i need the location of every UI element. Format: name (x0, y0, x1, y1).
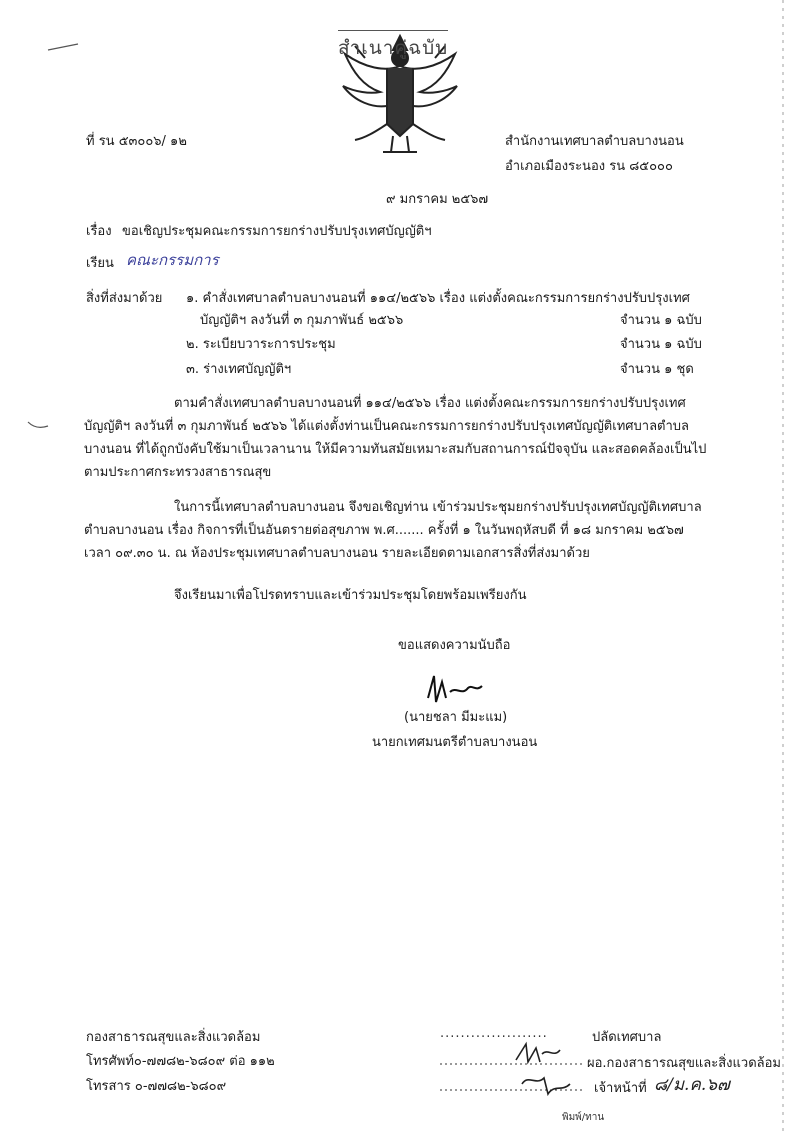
attachment-3: ๓. ร่างเทศบัญญัติฯ (186, 362, 292, 377)
to-recipient-handwritten: คณะกรรมการ (126, 251, 219, 269)
footer-fax: โทรสาร ๐-๗๗๘๒-๖๘๐๙ (86, 1079, 227, 1094)
routing-dots-1: ..................... (440, 1026, 548, 1041)
subject-label: เรื่อง (86, 224, 112, 239)
paragraph-1-line: บางนอน ที่ได้ถูกบังคับใช้มาเป็นเวลานาน ให้มีความทันสมัยเหมาะสมกับสถานการณ์ปัจจุบัน และสอดคล้องเป็นไป (84, 442, 707, 457)
document-number: ที่ รน ๕๓๐๐๖/ ๑๒ (86, 134, 187, 149)
routing-handwritten-date: ๘/ม.ค.๖๗ (654, 1075, 730, 1095)
routing-initials: พิมพ์/ทาน (562, 1112, 605, 1123)
routing-line-3: เจ้าหน้าที่ (594, 1081, 647, 1096)
closing-regards: ขอแสดงความนับถือ (398, 638, 511, 653)
body-paragraph-3: จึงเรียนมาเพื่อโปรดทราบและเข้าร่วมประชุมโดยพร้อมเพรียงกัน (174, 588, 527, 603)
routing-signatures (436, 1040, 586, 1108)
paragraph-2-line: เวลา ๐๙.๓๐ น. ณ ห้องประชุมเทศบาลตำบลบางนอน รายละเอียดตามเอกสารสิ่งที่ส่งมาด้วย (84, 546, 590, 561)
body-paragraph-1 (84, 392, 744, 484)
footer-department: กองสาธารณสุขและสิ่งแวดล้อม (86, 1030, 261, 1045)
office-address: อำเภอเมืองระนอง รน ๘๕๐๐๐ (505, 159, 673, 174)
signer-name: (นายชลา มีมะแม) (404, 710, 508, 725)
body-paragraph-2 (84, 496, 744, 565)
attachment-2: ๒. ระเบียบวาระการประชุม (186, 337, 336, 352)
attachment-1-qty: จำนวน ๑ ฉบับ (620, 313, 702, 328)
attachment-3-qty: จำนวน ๑ ชุด (620, 362, 694, 377)
signer-position: นายกเทศมนตรีตำบลบางนอน (372, 735, 538, 750)
margin-mark (26, 420, 50, 432)
subject-text: ขอเชิญประชุมคณะกรรมการยกร่างปรับปรุงเทศบัญญัติฯ (122, 224, 432, 239)
paragraph-1-line: ตามคำสั่งเทศบาลตำบลบางนอนที่ ๑๑๔/๒๕๖๖ เรื่อง แต่งตั้งคณะกรรมการยกร่างปรับปรุงเทศ (174, 396, 686, 411)
to-label: เรียน (86, 256, 114, 271)
footer-phone: โทรศัพท์๐-๗๗๘๒-๖๘๐๙ ต่อ ๑๑๒ (86, 1054, 275, 1069)
page-edge-perforation (782, 0, 784, 1131)
attachment-2-qty: จำนวน ๑ ฉบับ (620, 337, 702, 352)
office-name: สำนักงานเทศบาลตำบลบางนอน (505, 134, 684, 149)
paragraph-2-line: ในการนี้เทศบาลตำบลบางนอน จึงขอเชิญท่าน เข้าร่วมประชุมยกร่างปรับปรุงเทศบัญญัติเทศบาล (174, 500, 702, 515)
pen-mark (46, 42, 80, 52)
routing-line-1: ปลัดเทศบาล (592, 1030, 662, 1045)
signature-image (420, 668, 490, 710)
attachment-1-line1: ๑. คำสั่งเทศบาลตำบลบางนอนที่ ๑๑๔/๒๕๖๖ เรื่อง แต่งตั้งคณะกรรมการยกร่างปรับปรุงเทศ (186, 291, 690, 306)
attachment-1-line2: บัญญัติฯ ลงวันที่ ๓ กุมภาพันธ์ ๒๕๖๖ (200, 313, 404, 328)
paragraph-2-line: ตำบลบางนอน เรื่อง กิจการที่เป็นอันตรายต่อสุขภาพ พ.ศ....... ครั้งที่ ๑ ในวันพฤหัสบดี ที่ ๑๘ มกราคม ๒๕๖๗ (84, 523, 684, 538)
attachments-label: สิ่งที่ส่งมาด้วย (86, 291, 163, 306)
copy-stamp: สำเนาคู่ฉบับ (338, 30, 448, 63)
paragraph-1-line: บัญญัติฯ ลงวันที่ ๓ กุมภาพันธ์ ๒๕๖๖ ได้แต่งตั้งท่านเป็นคณะกรรมการยกร่างปรับปรุงเทศบัญญัติเทศบาลตำบล (84, 419, 689, 434)
paragraph-1-line: ตามประกาศกระทรวงสาธารณสุข (84, 465, 272, 480)
routing-line-2: ผอ.กองสาธารณสุขและสิ่งแวดล้อม (587, 1056, 781, 1071)
document-date: ๙ มกราคม ๒๕๖๗ (386, 192, 489, 207)
